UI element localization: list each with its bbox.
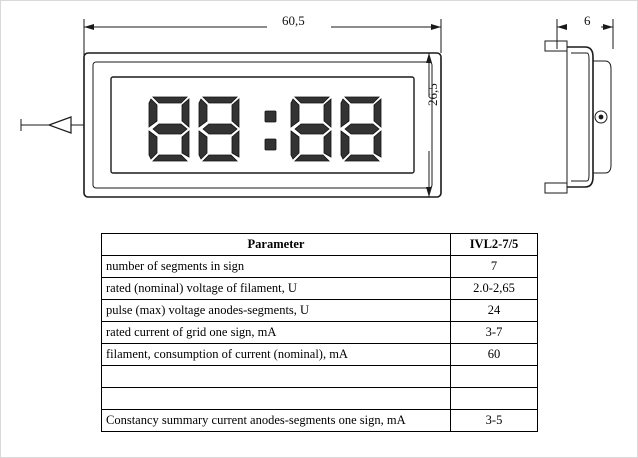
parameter-value: 2.0-2,65	[451, 278, 538, 300]
side-body-inner	[571, 53, 589, 181]
table-header-row	[102, 234, 538, 256]
parameter-value: 7	[451, 256, 538, 278]
dim-arrow-left	[84, 24, 94, 30]
table-header-model: IVL2-7/5	[451, 234, 538, 256]
table-row	[102, 344, 538, 366]
parameter-name	[102, 366, 451, 388]
side-flange-top	[545, 41, 567, 51]
table-row	[102, 322, 538, 344]
digit-3	[291, 97, 331, 161]
parameter-value	[451, 366, 538, 388]
table-row	[102, 388, 538, 410]
lead-tip	[49, 117, 71, 133]
parameter-value	[451, 388, 538, 410]
parameters-table-wrapper	[101, 233, 538, 432]
parameter-value: 3-5	[451, 410, 538, 432]
dim-arrow-depth-right	[603, 24, 613, 30]
table-row	[102, 300, 538, 322]
parameter-name: rated current of grid one sign, mA	[102, 322, 451, 344]
dimension-label-height: 26,5	[425, 83, 440, 106]
digit-4	[341, 97, 381, 161]
parameter-value: 24	[451, 300, 538, 322]
drawing-svg	[1, 1, 638, 223]
parameter-value: 60	[451, 344, 538, 366]
parameter-name: pulse (max) voltage anodes-segments, U	[102, 300, 451, 322]
side-flange-bottom	[545, 183, 567, 193]
table-row	[102, 278, 538, 300]
side-back-cover	[605, 61, 611, 173]
dim-arrow-right	[431, 24, 441, 30]
dimension-label-width: 60,5	[282, 13, 305, 28]
parameter-value: 3-7	[451, 322, 538, 344]
colon-separator	[265, 111, 276, 150]
parameter-name: filament, consumption of current (nominal), mA	[102, 344, 451, 366]
side-mount-hole-center	[599, 115, 604, 120]
parameter-name: rated (nominal) voltage of filament, U	[102, 278, 451, 300]
table-header-parameter: Parameter	[102, 234, 451, 256]
front-view-outline	[84, 53, 441, 197]
table-row	[102, 366, 538, 388]
parameter-name	[102, 388, 451, 410]
digit-2	[199, 97, 239, 161]
dimension-label-depth: 6	[584, 13, 591, 28]
digit-1	[149, 97, 189, 161]
seven-segment-digits	[149, 97, 381, 161]
technical-drawing	[1, 1, 638, 223]
parameters-table	[101, 233, 538, 432]
table-row	[102, 256, 538, 278]
parameter-name: number of segments in sign	[102, 256, 451, 278]
parameter-name: Constancy summary current anodes-segments one sign, mA	[102, 410, 451, 432]
dim-arrow-depth-left	[557, 24, 567, 30]
table-row	[102, 410, 538, 432]
